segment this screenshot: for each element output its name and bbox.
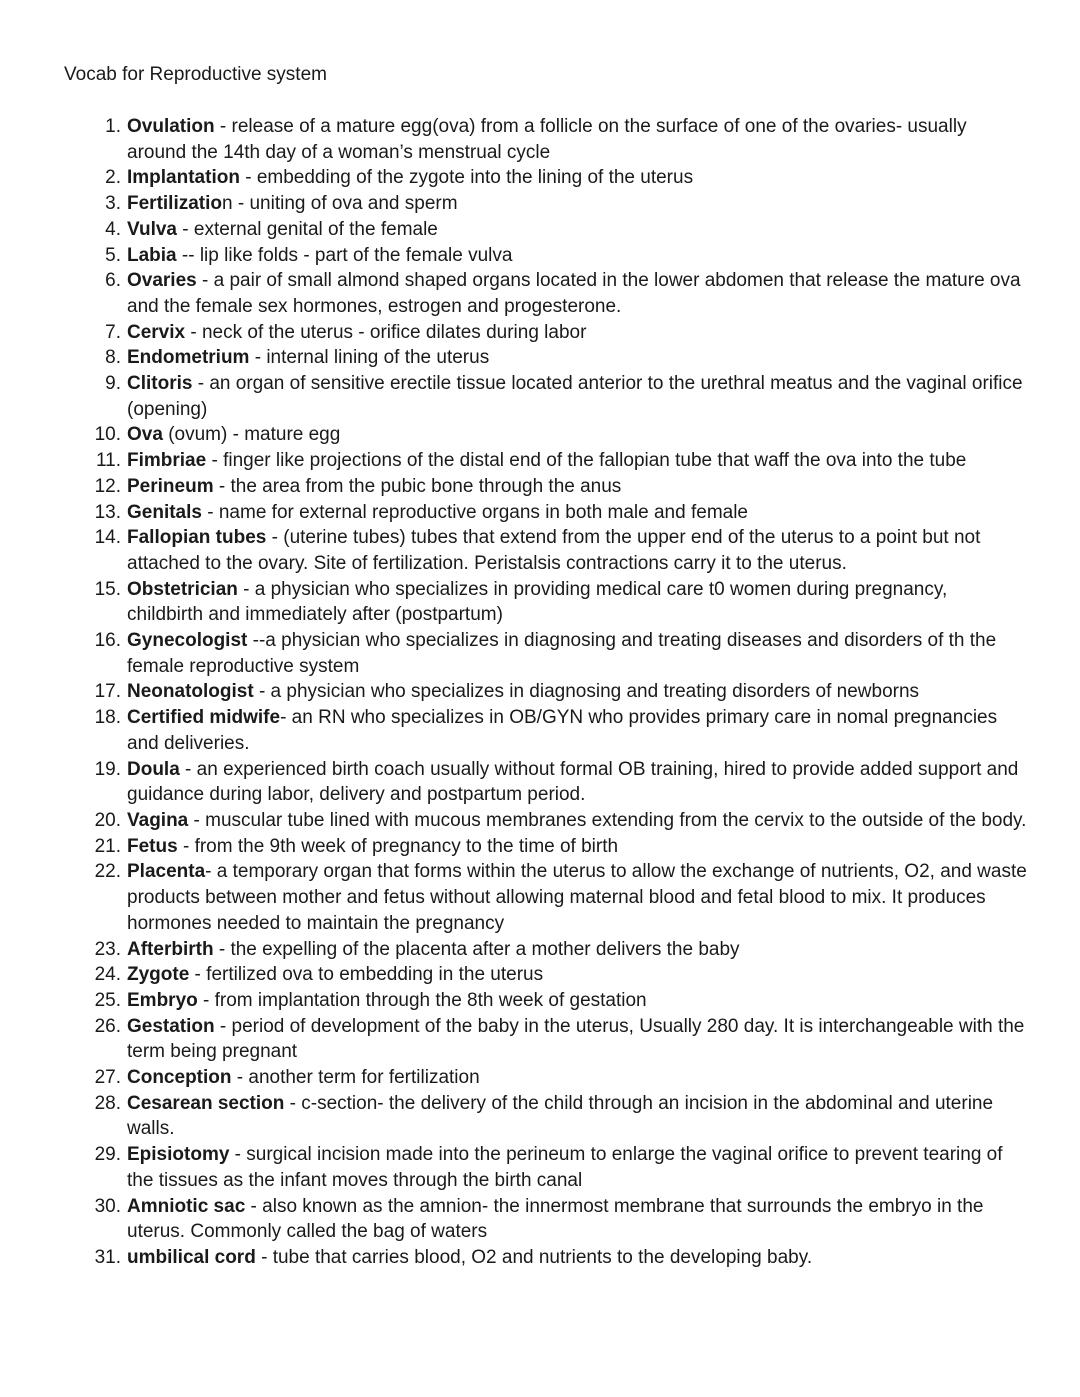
- vocab-item: [105, 191, 1027, 217]
- vocab-item: [94, 705, 1027, 756]
- vocab-term: Implantation: [127, 167, 240, 189]
- vocab-definition: - release of a mature egg(ova) from a follicle on the surface of one of the ovaries- usually around the 14th day of a woman’s menstrual cycle: [127, 116, 967, 163]
- item-number: 21.: [94, 835, 121, 857]
- vocab-item: [94, 474, 1027, 500]
- vocab-item: [94, 1142, 1027, 1193]
- vocab-item: [94, 962, 1027, 988]
- item-number: 14.: [94, 527, 121, 549]
- vocab-definition: - external genital of the female: [177, 218, 438, 240]
- vocab-item: [105, 243, 1027, 269]
- vocab-item: [94, 525, 1027, 576]
- item-number: 5.: [105, 244, 121, 266]
- vocab-term: Vagina: [127, 809, 189, 831]
- item-number: 4.: [105, 218, 121, 240]
- vocab-definition: - uniting of ova and sperm: [232, 193, 458, 215]
- vocab-item: [105, 371, 1027, 422]
- vocab-definition: --a physician who specializes in diagnosing and treating diseases and disorders of th the female reproductive system: [127, 630, 997, 677]
- vocab-term: Ovaries: [127, 270, 197, 292]
- vocab-term: Neonatologist: [127, 681, 254, 703]
- vocab-item: [94, 1194, 1027, 1245]
- vocab-term: Ova: [127, 424, 163, 446]
- vocab-item: [105, 268, 1027, 319]
- item-number: 27.: [94, 1067, 121, 1089]
- vocab-item: [94, 1091, 1027, 1142]
- vocab-item: [94, 834, 1027, 860]
- vocab-definition: - a pair of small almond shaped organs located in the lower abdomen that release the mature ova and the female sex hormones, estrogen and progesterone.: [127, 270, 1021, 317]
- vocab-definition: - period of development of the baby in the uterus, Usually 280 day. It is interchangeable with the term being pregnant: [127, 1015, 1025, 1063]
- item-number: 23.: [94, 938, 121, 960]
- item-number: 29.: [94, 1144, 121, 1166]
- vocab-definition: - internal lining of the uterus: [249, 347, 490, 369]
- vocab-definition: - c-section- the delivery of the child through an incision in the abdominal and uterine walls.: [127, 1092, 994, 1140]
- vocab-term: Afterbirth: [127, 938, 214, 960]
- vocab-item: [94, 500, 1027, 526]
- vocab-definition: - name for external reproductive organs in both male and female: [201, 501, 749, 523]
- item-number: 20.: [94, 809, 121, 831]
- vocab-term: Conception: [127, 1067, 232, 1089]
- vocab-item: [94, 757, 1027, 808]
- item-number: 1.: [105, 116, 121, 137]
- vocab-definition: - (uterine tubes) tubes that extend from the upper end of the uterus to a point but not attached to the ovary. Site of fertilization. Peristalsis contractions carry it to the uterus.: [127, 527, 981, 574]
- item-number: 28.: [94, 1092, 121, 1114]
- vocab-item: [94, 808, 1027, 834]
- vocab-term: Endometrium: [127, 347, 250, 369]
- vocab-item: [105, 165, 1027, 191]
- vocab-term: Labia: [127, 244, 177, 266]
- vocab-definition: - fertilized ova to embedding in the uterus: [189, 964, 544, 986]
- item-number: 18.: [94, 707, 121, 729]
- item-number: 7.: [105, 321, 121, 343]
- vocab-term: Zygote: [127, 964, 190, 986]
- vocab-term: Episiotomy: [127, 1144, 230, 1166]
- vocab-term: Embryo: [127, 989, 198, 1011]
- vocab-term: Cervix: [127, 321, 186, 343]
- vocab-definition: -- lip like folds - part of the female vulva: [176, 244, 513, 266]
- item-number: 15.: [94, 578, 121, 600]
- vocab-item: [95, 448, 1027, 474]
- vocab-item: [94, 937, 1027, 963]
- vocab-term: Gestation: [127, 1015, 215, 1037]
- vocab-definition: - muscular tube lined with mucous membranes extending from the cervix to the outside of the body.: [188, 809, 1027, 831]
- vocab-list: [94, 114, 1027, 1271]
- vocab-definition: - another term for fertilization: [231, 1067, 480, 1089]
- vocab-definition: - neck of the uterus - orifice dilates during labor: [185, 321, 587, 343]
- vocab-definition: - a physician who specializes in providing medical care t0 women during pregnancy, childbirth and immediately after (postpartum): [127, 578, 948, 626]
- vocab-definition: - an experienced birth coach usually without formal OB training, hired to provide added support and guidance during labor, delivery and postpartum period.: [127, 758, 1019, 806]
- vocab-item: [94, 988, 1027, 1014]
- vocab-term: Fallopian tubes: [127, 527, 267, 549]
- item-number: 12.: [94, 475, 121, 497]
- vocab-term: Fimbriae: [127, 450, 207, 472]
- vocab-term: Doula: [127, 758, 180, 780]
- vocab-item: [94, 1014, 1027, 1065]
- vocab-item: [94, 1245, 1027, 1271]
- vocab-term: Perineum: [127, 475, 214, 497]
- vocab-definition: - an RN who specializes in OB/GYN who provides primary care in nomal pregnancies and deliveries.: [127, 707, 998, 754]
- vocab-term: Fetus: [127, 835, 178, 857]
- vocab-item: [94, 679, 1027, 705]
- vocab-term-suffix: n: [222, 193, 233, 215]
- vocab-definition: - finger like projections of the distal end of the fallopian tube that waff the ova into the tube: [206, 450, 967, 472]
- item-number: 3.: [105, 193, 121, 215]
- item-number: 9.: [105, 373, 121, 395]
- item-number: 13.: [94, 501, 121, 523]
- item-number: 24.: [94, 964, 121, 986]
- item-number: 17.: [94, 681, 121, 703]
- vocab-definition: - from the 9th week of pregnancy to the time of birth: [177, 835, 619, 857]
- vocab-definition: - the expelling of the placenta after a mother delivers the baby: [213, 938, 740, 960]
- page-title: Vocab for Reproductive system: [64, 64, 327, 85]
- item-number: 22.: [94, 861, 121, 883]
- item-number: 25.: [94, 989, 121, 1011]
- vocab-item: [94, 422, 1027, 448]
- vocab-definition: - embedding of the zygote into the lining of the uterus: [239, 167, 694, 189]
- vocab-term: Certified midwife: [127, 707, 281, 729]
- item-number: 2.: [105, 167, 121, 189]
- vocab-term: Amniotic sac: [127, 1195, 246, 1217]
- vocab-term: Fertilizatio: [127, 193, 223, 215]
- vocab-item: [105, 217, 1027, 243]
- item-number: 10.: [94, 424, 121, 446]
- vocab-definition: - tube that carries blood, O2 and nutrients to the developing baby.: [255, 1246, 813, 1268]
- vocab-term: Gynecologist: [127, 630, 248, 652]
- vocab-term: Cesarean section: [127, 1092, 285, 1114]
- vocab-definition: - a temporary organ that forms within the uterus to allow the exchange of nutrients, O2, and waste products between mother and fetus without allowing maternal blood and fetal blood to mix. It produces hormones needed to maintain the pregnancy: [127, 861, 1027, 934]
- vocab-item: [94, 1065, 1027, 1091]
- item-number: 8.: [105, 347, 121, 369]
- item-number: 16.: [94, 630, 121, 652]
- vocab-item: [105, 114, 1027, 165]
- vocab-item: [94, 577, 1027, 628]
- item-number: 19.: [94, 758, 121, 780]
- vocab-definition: (ovum) - mature egg: [162, 424, 341, 446]
- vocab-definition: - a physician who specializes in diagnosing and treating disorders of newborns: [253, 681, 920, 703]
- vocab-item: [105, 320, 1027, 346]
- vocab-term: Placenta: [127, 861, 206, 883]
- vocab-item: [105, 345, 1027, 371]
- item-number: 6.: [105, 270, 121, 292]
- vocab-term: Vulva: [127, 218, 177, 240]
- item-number: 30.: [94, 1195, 121, 1217]
- vocab-term: Clitoris: [127, 373, 193, 395]
- item-number: 31.: [94, 1246, 121, 1268]
- vocab-definition: - an organ of sensitive erectile tissue located anterior to the urethral meatus and the vaginal orifice (opening): [127, 373, 1023, 420]
- vocab-item: [94, 859, 1027, 936]
- vocab-term: Genitals: [127, 501, 202, 523]
- vocab-definition: - the area from the pubic bone through the anus: [213, 475, 622, 497]
- item-number: 26.: [94, 1015, 121, 1037]
- vocab-term: Obstetrician: [127, 578, 238, 600]
- vocab-item: [94, 628, 1027, 679]
- vocab-term: umbilical cord: [127, 1246, 256, 1268]
- vocab-definition: - from implantation through the 8th week of gestation: [197, 989, 647, 1011]
- vocab-definition: - surgical incision made into the perineum to enlarge the vaginal orifice to prevent tearing of the tissues as the infant moves through the birth canal: [127, 1144, 1003, 1191]
- vocab-term: Ovulation: [127, 116, 215, 137]
- vocab-definition: - also known as the amnion- the innermost membrane that surrounds the embryo in the uterus. Commonly called the bag of waters: [127, 1195, 984, 1243]
- item-number: 11.: [95, 450, 121, 472]
